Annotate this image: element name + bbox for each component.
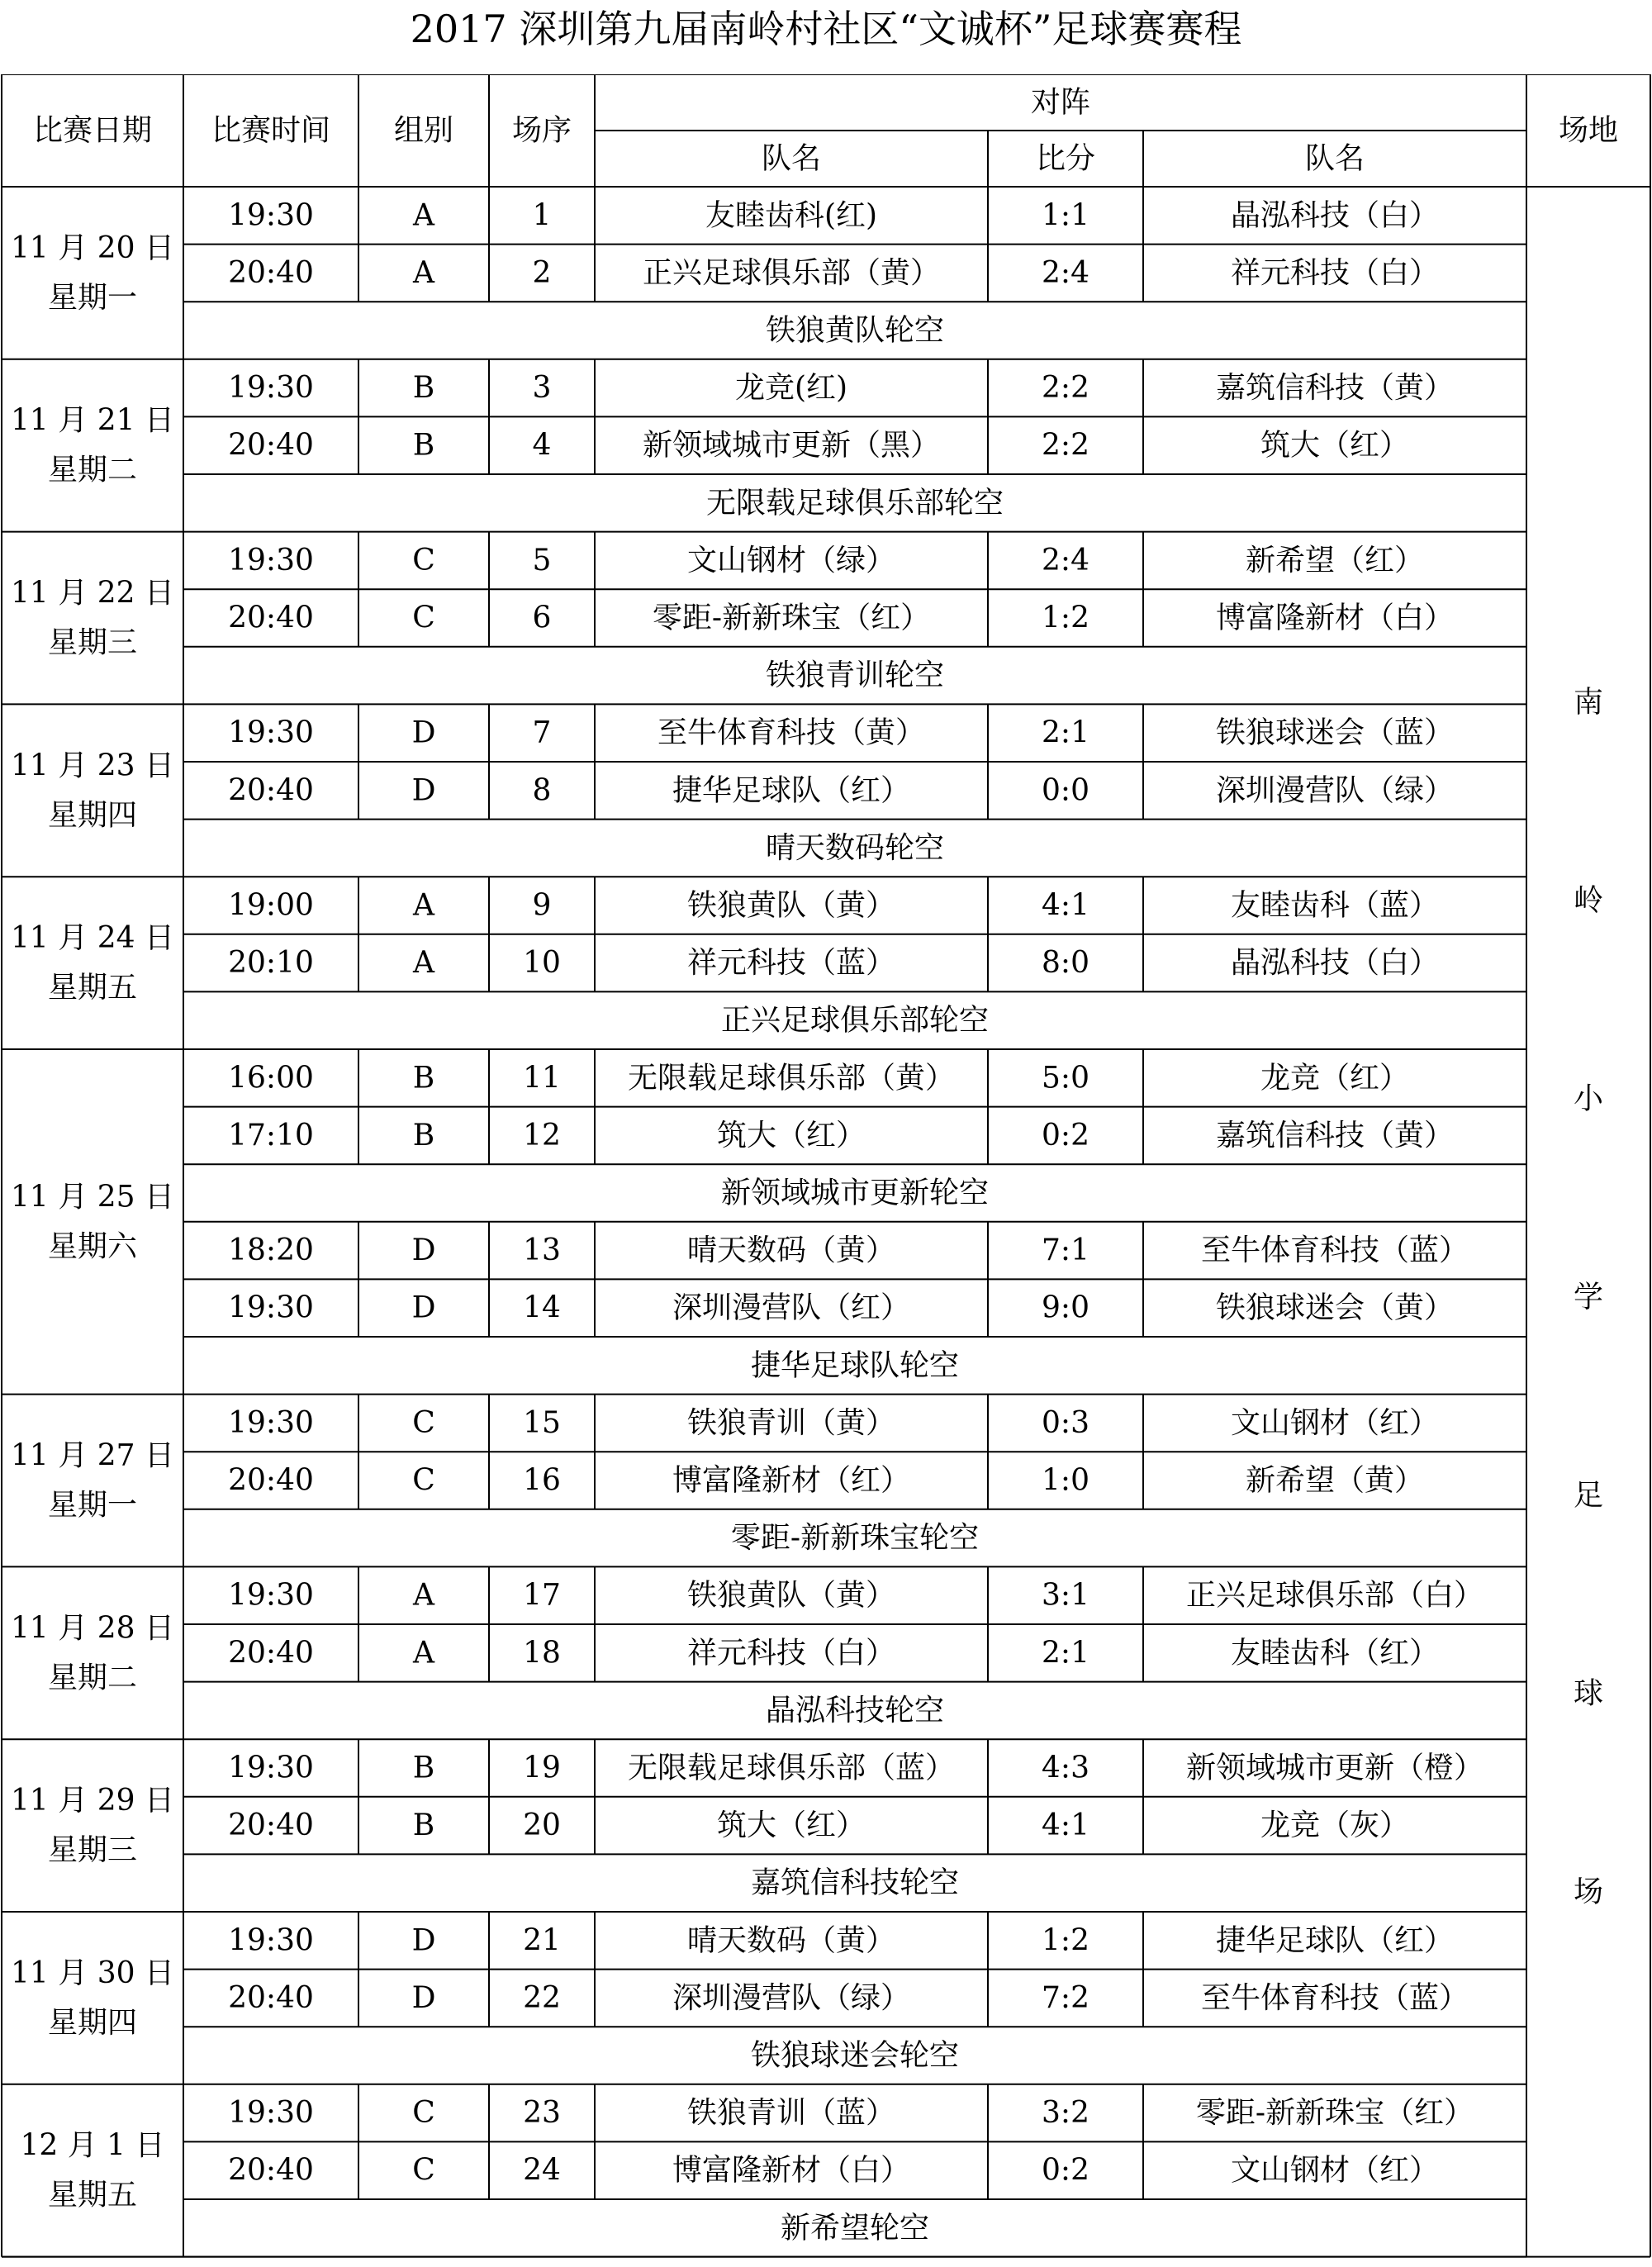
venue-char: 足 [1573, 1478, 1604, 1513]
match-time: 20:40 [228, 2153, 314, 2188]
day-date: 11 月 21 日 [11, 403, 174, 438]
day-weekday: 星期一 [47, 1488, 138, 1523]
match-number: 17 [523, 1578, 561, 1613]
match-group: C [412, 2153, 435, 2188]
match-number: 21 [523, 1923, 561, 1958]
away-team: 新希望（黄） [1245, 1463, 1425, 1498]
match-group: B [412, 1118, 435, 1153]
match-group: B [412, 1808, 435, 1843]
header-group: 组别 [393, 113, 454, 148]
venue-char: 学 [1573, 1280, 1604, 1314]
away-team: 文山钢材（红） [1230, 2153, 1440, 2188]
match-time: 19:30 [228, 2096, 314, 2131]
home-team: 博富隆新材（红） [672, 1463, 911, 1498]
header-venue: 场地 [1558, 113, 1619, 148]
match-number: 3 [532, 371, 552, 406]
home-team: 晴天数码（黄） [686, 1233, 896, 1268]
schedule-table [0, 74, 1652, 2267]
home-team: 文山钢材（绿） [686, 543, 896, 577]
away-team: 铁狼球迷会（黄） [1215, 1290, 1455, 1325]
away-team: 筑大（红） [1260, 428, 1410, 463]
match-score: 4:3 [1042, 1751, 1089, 1785]
match-score: 2:4 [1042, 255, 1089, 290]
match-number: 7 [532, 715, 552, 750]
day-weekday: 星期四 [47, 2005, 138, 2040]
home-team: 铁狼青训（蓝） [686, 2096, 896, 2131]
match-time: 18:20 [228, 1233, 314, 1268]
match-score: 1:2 [1042, 1923, 1089, 1958]
day-date: 11 月 28 日 [11, 1611, 174, 1646]
bye-note: 新领域城市更新轮空 [720, 1176, 990, 1210]
home-team: 龙竞(红) [734, 371, 848, 406]
away-team: 嘉筑信科技（黄） [1215, 371, 1455, 406]
away-team: 博富隆新材（白） [1215, 601, 1455, 635]
day-weekday: 星期五 [47, 2178, 138, 2212]
bye-note: 无限载足球俱乐部轮空 [705, 486, 1004, 520]
match-number: 15 [523, 1405, 561, 1440]
venue-char: 岭 [1573, 883, 1604, 918]
day-date: 11 月 29 日 [11, 1784, 174, 1818]
day-weekday: 星期四 [47, 798, 138, 833]
match-score: 1:0 [1042, 1463, 1089, 1498]
match-time: 20:40 [228, 601, 314, 635]
match-score: 0:2 [1042, 1118, 1089, 1153]
match-group: C [412, 2096, 435, 2131]
match-time: 20:40 [228, 1463, 314, 1498]
day-weekday: 星期一 [47, 280, 138, 315]
away-team: 晶泓科技（白） [1230, 946, 1440, 981]
bye-note: 晴天数码轮空 [765, 830, 945, 865]
away-team: 新希望（红） [1245, 543, 1425, 577]
day-date: 12 月 1 日 [20, 2128, 165, 2163]
page-title: 2017 深圳第九届南岭村社区“文诚杯”足球赛赛程 [410, 7, 1242, 51]
match-group: A [413, 198, 434, 233]
match-number: 10 [523, 946, 561, 981]
match-time: 19:30 [228, 715, 314, 750]
match-number: 1 [532, 198, 552, 233]
venue-char: 南 [1573, 685, 1604, 720]
match-score: 0:0 [1042, 773, 1089, 808]
match-score: 1:1 [1042, 198, 1089, 233]
match-score: 0:3 [1042, 1405, 1089, 1440]
match-score: 0:2 [1042, 2153, 1089, 2188]
away-team: 捷华足球队（红） [1215, 1923, 1455, 1958]
match-group: B [412, 1061, 435, 1095]
home-team: 筑大（红） [716, 1118, 866, 1153]
match-score: 9:0 [1042, 1290, 1089, 1325]
home-team: 正兴足球俱乐部（黄） [642, 255, 941, 290]
match-score: 1:2 [1042, 601, 1089, 635]
match-number: 16 [523, 1463, 561, 1498]
match-score: 3:2 [1042, 2096, 1089, 2131]
away-team: 新领域城市更新（橙） [1185, 1751, 1484, 1785]
day-date: 11 月 30 日 [11, 1956, 174, 1990]
match-time: 16:00 [228, 1061, 314, 1095]
match-score: 2:2 [1042, 371, 1089, 406]
away-team: 龙竞（灰） [1260, 1808, 1410, 1843]
home-team: 零距-新新珠宝（红） [652, 601, 931, 635]
match-group: D [411, 1980, 436, 2015]
match-group: D [411, 773, 436, 808]
bye-note: 捷华足球队轮空 [750, 1348, 960, 1383]
match-time: 20:40 [228, 1980, 314, 2015]
match-time: 19:30 [228, 371, 314, 406]
match-time: 20:40 [228, 773, 314, 808]
match-group: C [412, 601, 435, 635]
away-team: 至牛体育科技（蓝） [1200, 1233, 1469, 1268]
away-team: 深圳漫营队（绿） [1215, 773, 1455, 808]
match-number: 12 [523, 1118, 561, 1153]
home-team: 深圳漫营队（绿） [672, 1980, 911, 2015]
bye-note: 铁狼黄队轮空 [765, 313, 945, 348]
match-score: 7:1 [1042, 1233, 1089, 1268]
away-team: 晶泓科技（白） [1230, 198, 1440, 233]
home-team: 至牛体育科技（黄） [657, 715, 926, 750]
match-group: B [412, 371, 435, 406]
venue-char: 小 [1573, 1081, 1604, 1116]
match-number: 11 [523, 1061, 561, 1095]
match-time: 19:30 [228, 1405, 314, 1440]
day-date: 11 月 25 日 [11, 1180, 174, 1214]
match-time: 19:30 [228, 1923, 314, 1958]
home-team: 新领域城市更新（黑） [642, 428, 941, 463]
day-weekday: 星期三 [47, 625, 138, 660]
header-score: 比分 [1035, 141, 1096, 176]
match-group: A [413, 255, 434, 290]
match-group: D [411, 1923, 436, 1958]
match-number: 19 [523, 1751, 561, 1785]
header-order: 场序 [511, 113, 572, 148]
home-team: 祥元科技（蓝） [686, 946, 896, 981]
header-date: 比赛日期 [32, 113, 153, 148]
match-number: 23 [523, 2096, 561, 2131]
day-date: 11 月 22 日 [11, 576, 174, 611]
match-time: 20:40 [228, 1808, 314, 1843]
match-group: A [413, 888, 434, 923]
match-score: 2:1 [1042, 1636, 1089, 1671]
match-number: 5 [532, 543, 552, 577]
match-score: 3:1 [1042, 1578, 1089, 1613]
bye-note: 零距-新新珠宝轮空 [730, 1521, 980, 1556]
match-time: 20:10 [228, 946, 314, 981]
venue-char: 场 [1573, 1875, 1604, 1909]
day-date: 11 月 20 日 [11, 231, 174, 265]
match-group: C [412, 1463, 435, 1498]
match-score: 4:1 [1042, 1808, 1089, 1843]
match-score: 4:1 [1042, 888, 1089, 923]
day-weekday: 星期六 [47, 1229, 138, 1264]
match-number: 13 [523, 1233, 561, 1268]
match-group: A [413, 946, 434, 981]
away-team: 友睦齿科（蓝） [1230, 888, 1440, 923]
home-team: 铁狼黄队（黄） [686, 1578, 896, 1613]
match-time: 20:40 [228, 428, 314, 463]
match-score: 7:2 [1042, 1980, 1089, 2015]
match-time: 19:30 [228, 543, 314, 577]
match-score: 5:0 [1042, 1061, 1089, 1095]
away-team: 友睦齿科（红） [1230, 1636, 1440, 1671]
header-matchup: 对阵 [1030, 85, 1091, 120]
away-team: 正兴足球俱乐部（白） [1185, 1578, 1484, 1613]
header-team-away: 队名 [1304, 141, 1365, 176]
bye-note: 铁狼球迷会轮空 [750, 2038, 960, 2073]
home-team: 铁狼黄队（黄） [686, 888, 896, 923]
home-team: 晴天数码（黄） [686, 1923, 896, 1958]
match-number: 14 [523, 1290, 561, 1325]
away-team: 铁狼球迷会（蓝） [1215, 715, 1455, 750]
match-number: 18 [523, 1636, 561, 1671]
match-group: B [412, 428, 435, 463]
day-weekday: 星期三 [47, 1833, 138, 1868]
match-group: A [413, 1578, 434, 1613]
match-time: 20:40 [228, 1636, 314, 1671]
away-team: 零距-新新珠宝（红） [1195, 2096, 1474, 2131]
match-time: 19:30 [228, 1751, 314, 1785]
match-group: C [412, 543, 435, 577]
match-score: 2:4 [1042, 543, 1089, 577]
match-time: 19:30 [228, 198, 314, 233]
home-team: 无限载足球俱乐部（蓝） [627, 1751, 956, 1785]
match-number: 6 [532, 601, 552, 635]
match-group: D [411, 1233, 436, 1268]
home-team: 筑大（红） [716, 1808, 866, 1843]
match-time: 19:30 [228, 1578, 314, 1613]
match-score: 2:1 [1042, 715, 1089, 750]
day-date: 11 月 27 日 [11, 1438, 174, 1473]
header-time: 比赛时间 [211, 113, 331, 148]
bye-note: 正兴足球俱乐部轮空 [720, 1003, 990, 1038]
match-number: 8 [532, 773, 552, 808]
day-weekday: 星期二 [47, 1661, 138, 1695]
home-team: 博富隆新材（白） [672, 2153, 911, 2188]
home-team: 铁狼青训（黄） [686, 1405, 896, 1440]
day-date: 11 月 24 日 [11, 921, 174, 956]
home-team: 捷华足球队（红） [672, 773, 911, 808]
away-team: 祥元科技（白） [1230, 255, 1440, 290]
match-number: 2 [532, 255, 552, 290]
match-group: D [411, 715, 436, 750]
away-team: 龙竞（红） [1260, 1061, 1410, 1095]
match-number: 9 [532, 888, 552, 923]
bye-note: 新希望轮空 [780, 2211, 930, 2246]
bye-note: 晶泓科技轮空 [765, 1693, 945, 1728]
match-group: D [411, 1290, 436, 1325]
bye-note: 铁狼青训轮空 [765, 658, 945, 693]
bye-note: 嘉筑信科技轮空 [750, 1865, 960, 1900]
match-number: 4 [532, 428, 552, 463]
away-team: 文山钢材（红） [1230, 1405, 1440, 1440]
away-team: 嘉筑信科技（黄） [1215, 1118, 1455, 1153]
day-date: 11 月 23 日 [11, 749, 174, 783]
match-score: 2:2 [1042, 428, 1089, 463]
day-weekday: 星期二 [47, 453, 138, 487]
home-team: 深圳漫营队（红） [672, 1290, 911, 1325]
match-number: 22 [523, 1980, 561, 2015]
match-score: 8:0 [1042, 946, 1089, 981]
match-group: C [412, 1405, 435, 1440]
match-time: 19:00 [228, 888, 314, 923]
away-team: 至牛体育科技（蓝） [1200, 1980, 1469, 2015]
venue-char: 球 [1573, 1676, 1604, 1711]
match-time: 20:40 [228, 255, 314, 290]
day-weekday: 星期五 [47, 971, 138, 1005]
match-time: 19:30 [228, 1290, 314, 1325]
match-number: 24 [523, 2153, 561, 2188]
home-team: 祥元科技（白） [686, 1636, 896, 1671]
match-group: A [413, 1636, 434, 1671]
home-team: 无限载足球俱乐部（黄） [627, 1061, 956, 1095]
home-team: 友睦齿科(红) [705, 198, 878, 233]
match-time: 17:10 [228, 1118, 314, 1153]
match-number: 20 [523, 1808, 561, 1843]
match-group: B [412, 1751, 435, 1785]
header-team-home: 队名 [761, 141, 822, 176]
